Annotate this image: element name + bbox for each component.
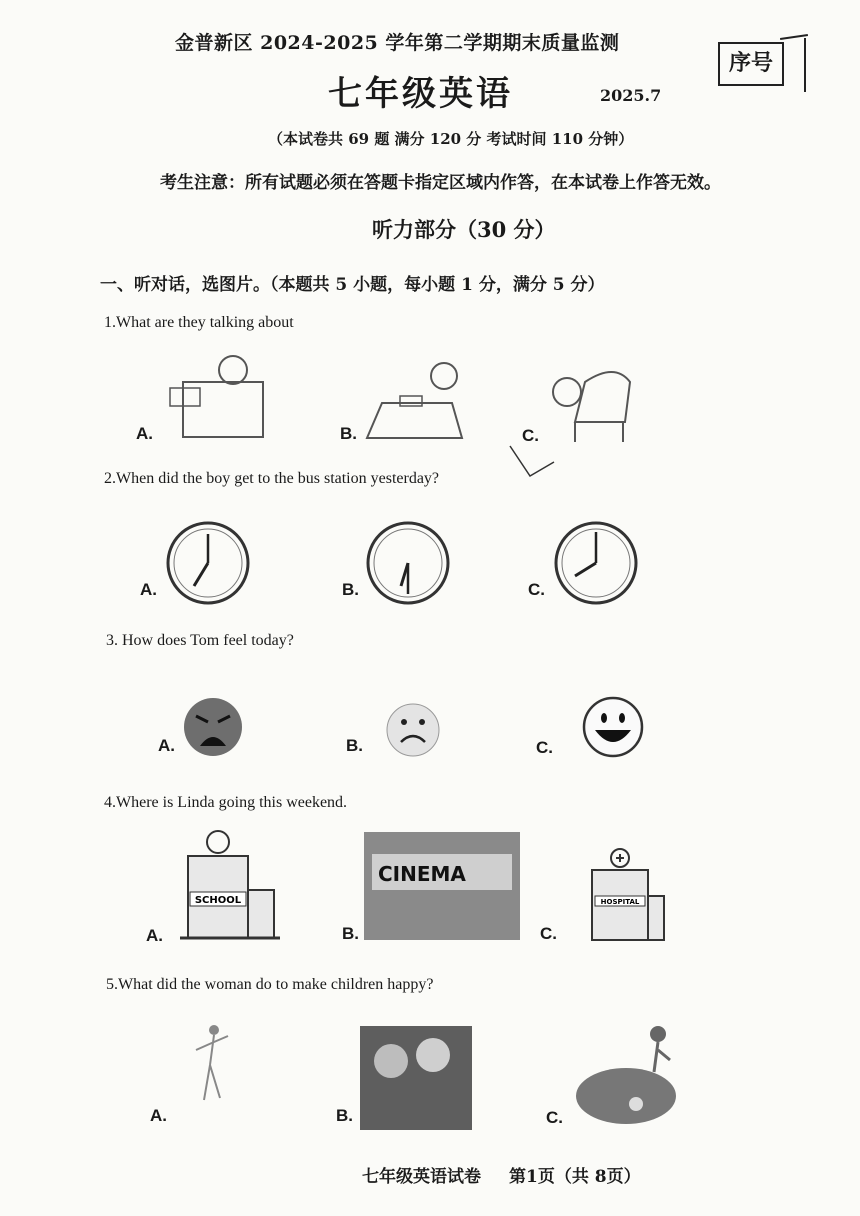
clock-icon [365, 520, 451, 606]
footer-paper-name: 七年级英语试卷 [362, 1167, 481, 1187]
exam-notice: 考生注意：所有试题必须在答题卡指定区域内作答，在本试卷上作答无效。 [160, 173, 721, 193]
school-sign: SCHOOL [194, 895, 242, 906]
option-label: C. [540, 924, 557, 943]
table-game-icon [362, 358, 472, 442]
sad-face-icon [385, 702, 441, 758]
exam-title: 七年级英语 [328, 74, 513, 114]
page-footer [362, 1162, 641, 1187]
option-label: C. [522, 426, 539, 445]
dancer-icon [186, 1020, 236, 1110]
exam-info: （本试卷共 69 题 满分 120 分 考试时间 110 分钟） [268, 130, 634, 148]
option-label: C. [546, 1108, 563, 1127]
sequence-number-box: 序号 [718, 42, 784, 86]
footer-page-number: 第1页（共 8页） [509, 1167, 641, 1187]
hospital-building-icon [586, 848, 668, 944]
question-3: 3. How does Tom feel today? [106, 632, 294, 649]
box-decoration [804, 38, 806, 92]
part-title: 听力部分（30 分） [372, 217, 556, 242]
angry-face-icon [182, 696, 244, 758]
clock-icon [553, 520, 639, 606]
question-5: 5.What did the woman do to make children happy? [106, 976, 434, 993]
option-label: B. [336, 1106, 353, 1125]
option-label: A. [150, 1106, 167, 1125]
check-mark-icon [508, 440, 558, 480]
happy-face-icon [582, 696, 644, 758]
exam-header-line: 金普新区 2024-2025 学年第二学期期末质量监测 [175, 32, 620, 54]
section-instructions: 一、听对话，选图片。（本题共 5 小题，每小题 1 分，满分 5 分） [100, 275, 605, 295]
piano-icon [545, 362, 645, 446]
clock-icon [165, 520, 251, 606]
school-building-icon [180, 828, 280, 943]
option-label: B. [342, 924, 359, 943]
option-label: A. [136, 424, 153, 443]
option-label: A. [140, 580, 157, 599]
question-1: 1.What are they talking about [104, 314, 294, 331]
option-label: C. [528, 580, 545, 599]
desk-computer-icon [165, 352, 275, 442]
option-label: C. [536, 738, 553, 757]
option-label: A. [158, 736, 175, 755]
option-label: B. [342, 580, 359, 599]
option-label: B. [340, 424, 357, 443]
exam-date: 2025.7 [600, 86, 662, 105]
question-4: 4.Where is Linda going this weekend. [104, 794, 348, 811]
hospital-sign: HOSPITAL [600, 898, 640, 906]
storytelling-icon [574, 1020, 684, 1132]
option-label: B. [346, 736, 363, 755]
cinema-sign: CINEMA [378, 862, 466, 886]
women-photo [360, 1026, 472, 1130]
question-2: 2.When did the boy get to the bus station yesterday? [104, 470, 440, 487]
cinema-photo [364, 832, 520, 940]
option-label: A. [146, 926, 163, 945]
